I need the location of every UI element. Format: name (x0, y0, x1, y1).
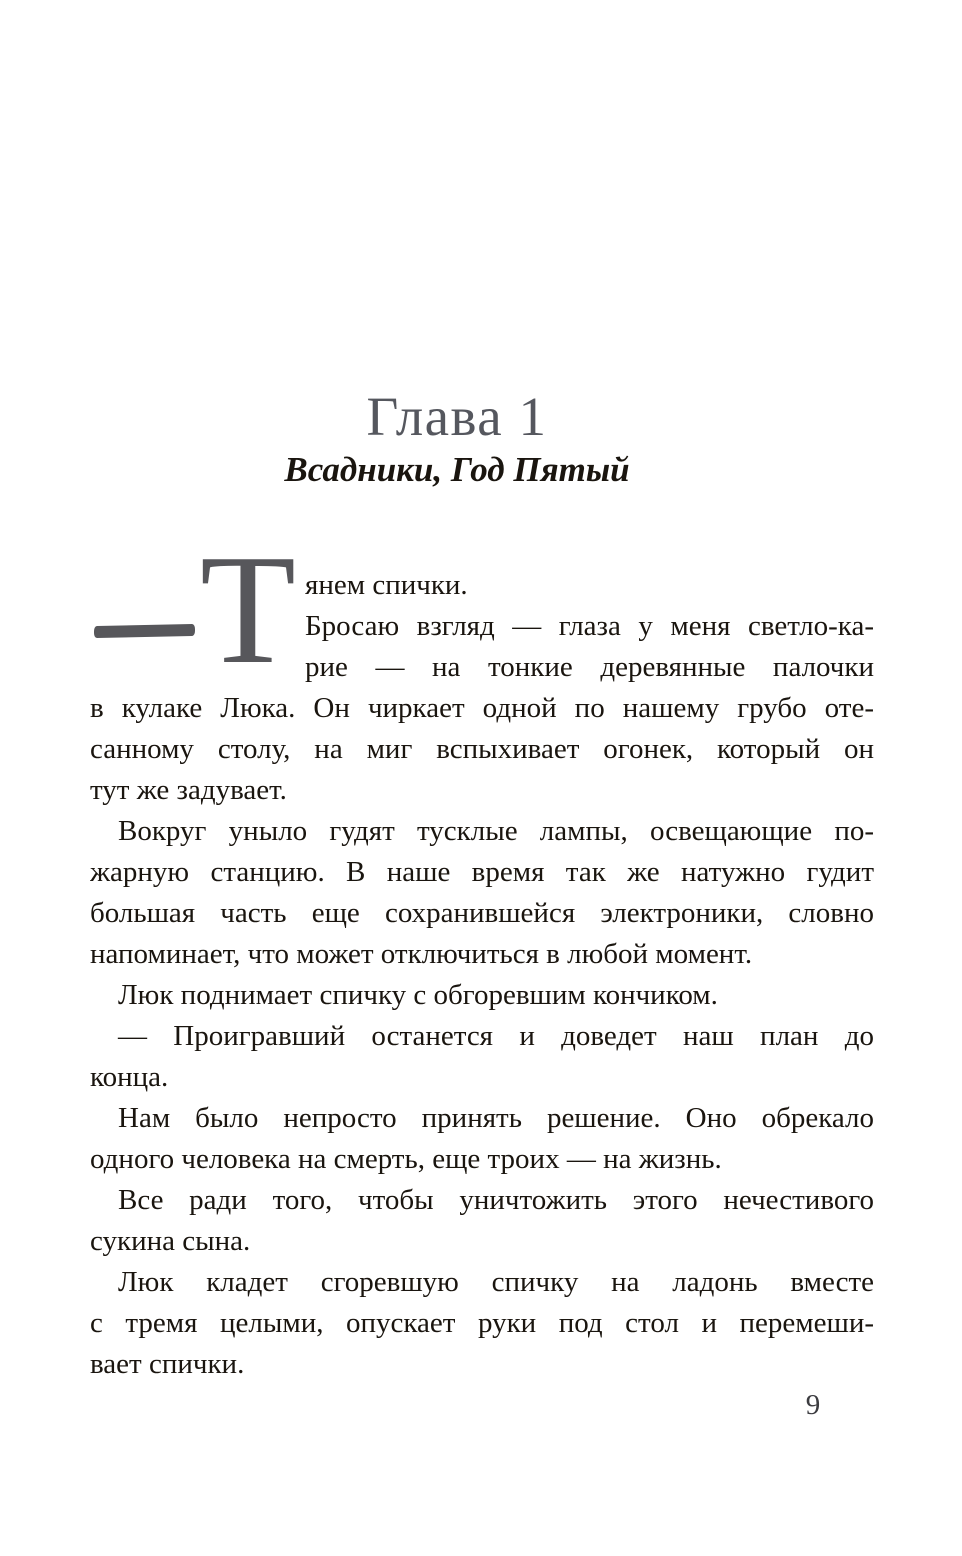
text-line: рие — на тонкие деревянные палочки (305, 651, 874, 683)
text-line: янем спички. (305, 569, 468, 601)
text-line: большая часть еще сохранившейся электроники, словно (90, 897, 874, 929)
text-line: тут же задувает. (90, 774, 287, 806)
text-line: одного человека на смерть, еще троих — на жизнь. (90, 1143, 722, 1175)
text-line: вает спички. (90, 1348, 245, 1380)
body-text (90, 522, 874, 1385)
opening-lines-beside-dropcap (305, 565, 874, 688)
text-line: в кулаке Люка. Он чиркает одной по нашему грубо оте- (90, 692, 874, 724)
text-line: Вокруг уныло гудят тусклые лампы, освещающие по- (118, 815, 874, 847)
text-line: сукина сына. (90, 1225, 251, 1257)
opening-lines-full-width (90, 688, 874, 811)
text-line: жарную станцию. В наше время так же натужно гудит (90, 856, 874, 888)
chapter-title: Глава 1 (366, 386, 548, 447)
drop-cap: Т (200, 522, 296, 696)
text-line: санному столу, на миг вспыхивает огонек, который он (90, 733, 874, 765)
em-dash-ornament (94, 624, 195, 638)
page-number: 9 (805, 1389, 821, 1421)
chapter-header (0, 386, 938, 492)
opening-paragraph (90, 522, 874, 811)
chapter-subtitle: Всадники, Год Пятый (284, 450, 630, 489)
text-line: — Проигравший останется и доведет наш план до (118, 1020, 874, 1052)
text-line: Все ради того, чтобы уничтожить этого нечестивого (118, 1184, 874, 1216)
text-line: Бросаю взгляд — глаза у меня светло-ка- (305, 610, 874, 642)
text-line: Люк кладет сгоревшую спичку на ладонь вместе (118, 1266, 874, 1298)
paragraphs (90, 811, 874, 1385)
text-line: Нам было непросто принять решение. Оно обрекало (118, 1102, 874, 1134)
text-line: Люк поднимает спичку с обгоревшим кончиком. (118, 979, 718, 1011)
text-line: с тремя целыми, опускает руки под стол и перемеши- (90, 1307, 874, 1339)
text-line: конца. (90, 1061, 169, 1093)
text-line: напоминает, что может отключиться в любой момент. (90, 938, 753, 970)
